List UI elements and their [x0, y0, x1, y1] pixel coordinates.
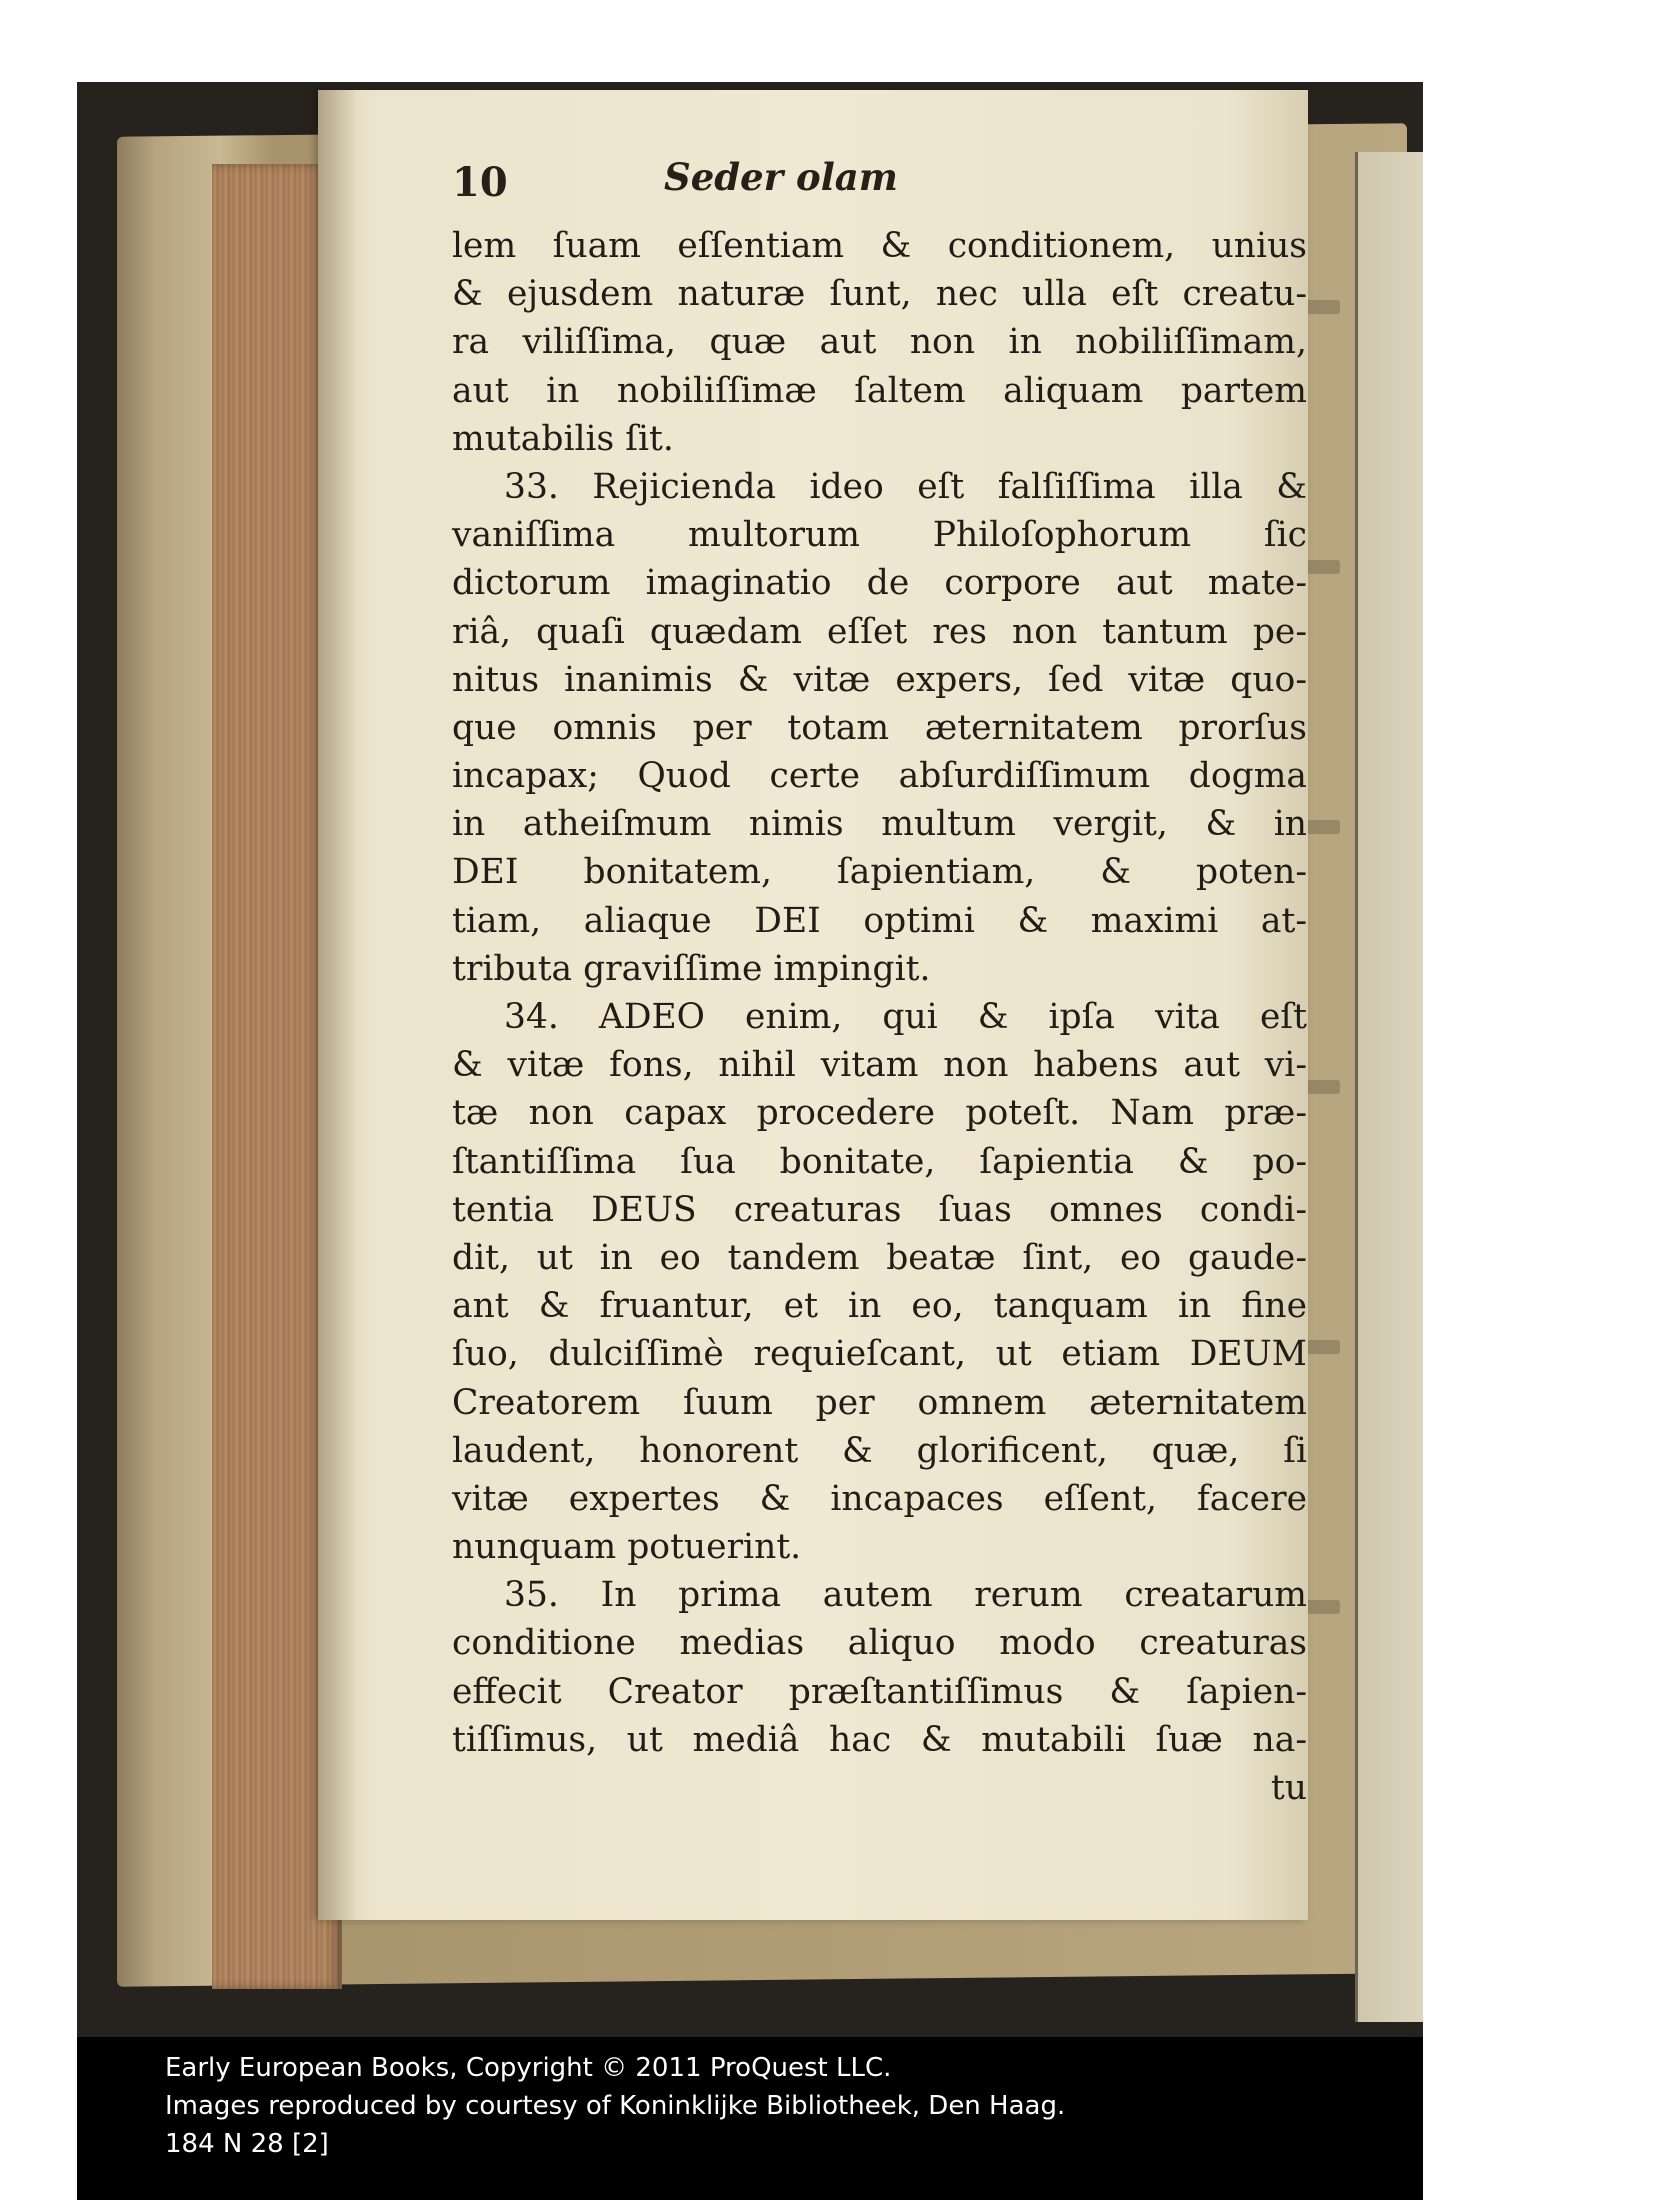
- text-line: lem ſuam eſſentiam & conditionem, unius: [452, 226, 1307, 266]
- text-line: ſuo, dulciſſimè requieſcant, ut etiam DEUM: [452, 1334, 1307, 1375]
- gutter-shadow: [318, 90, 358, 1920]
- text-line: 35. In prima autem rerum creatarum: [504, 1575, 1307, 1616]
- footer-copyright-line: Early European Books, Copyright © 2011 ProQuest LLC.: [165, 2053, 892, 2083]
- text-line: vitæ expertes & incapaces eſſent, facere: [452, 1478, 1307, 1519]
- footer-text: [165, 2049, 1065, 2163]
- page-text: [452, 222, 1307, 1812]
- text-line: tiſſimus, ut mediâ hac & mutabili ſuæ na-: [452, 1719, 1307, 1760]
- text-line: nunquam potuerint.: [452, 1527, 802, 1568]
- footer-courtesy-line: Images reproduced by courtesy of Koninklijke Bibliotheek, Den Haag.: [165, 2091, 1066, 2121]
- text-line: tæ non capax procedere poteſt. Nam præ-: [452, 1093, 1307, 1134]
- text-line: dit, ut in eo tandem beatæ ſint, eo gaude-: [452, 1237, 1307, 1278]
- running-head: [452, 155, 1352, 215]
- catchword: tu: [1270, 1768, 1307, 1808]
- text-line: que omnis per totam æternitatem prorſus: [452, 707, 1307, 748]
- text-line: laudent, honorent & glorificent, quæ, ſi: [452, 1430, 1307, 1471]
- text-line: ant & fruantur, et in eo, tanquam in fine: [452, 1286, 1307, 1327]
- text-line: ra viliſſima, quæ aut non in nobiliſſimam,: [452, 322, 1307, 363]
- text-line: aut in nobiliſſimæ ſaltem aliquam partem: [452, 370, 1307, 411]
- text-line: & ejusdem naturæ ſunt, nec ulla eſt creatu-: [452, 274, 1307, 315]
- text-line: mutabilis ſit.: [452, 418, 674, 459]
- text-line: & vitæ fons, nihil vitam non habens aut vi-: [452, 1045, 1307, 1086]
- text-line: incapax; Quod certe abſurdiſſimum dogma: [452, 756, 1307, 797]
- text-line: tentia DEUS creaturas ſuas omnes condi-: [452, 1189, 1307, 1230]
- facing-page-edge: [1355, 152, 1423, 2022]
- text-line: vaniſſima multorum Philoſophorum ſic: [452, 515, 1307, 556]
- text-line: riâ, quaſi quædam eſſet res non tantum pe-: [452, 611, 1307, 652]
- text-line: DEI bonitatem, ſapientiam, & poten-: [452, 852, 1307, 893]
- text-line: conditione medias aliquo modo creaturas: [452, 1623, 1307, 1664]
- copyright-footer: [77, 2037, 1423, 2200]
- text-line: 33. Rejicienda ideo eſt falſiſſima illa &: [504, 466, 1307, 507]
- running-title: Seder olam: [664, 155, 898, 199]
- footer-shelfmark-line: 184 N 28 [2]: [165, 2129, 329, 2159]
- text-line: ſtantiſſima ſua bonitate, ſapientia & po-: [452, 1141, 1307, 1182]
- text-line: tributa graviſſime impingit.: [452, 948, 931, 989]
- text-line: tiam, aliaque DEI optimi & maximi at-: [452, 900, 1307, 941]
- text-line: Creatorem ſuum per omnem æternitatem: [452, 1382, 1307, 1423]
- text-line: nitus inanimis & vitæ expers, ſed vitæ quo-: [452, 659, 1307, 700]
- text-line: dictorum imaginatio de corpore aut mate-: [452, 563, 1307, 604]
- text-line: effecit Creator præſtantiſſimus & ſapien-: [452, 1671, 1307, 1712]
- text-line: 34. ADEO enim, qui & ipſa vita eſt: [504, 997, 1307, 1037]
- text-line: in atheiſmum nimis multum vergit, & in: [452, 804, 1307, 845]
- page-number: 10: [452, 159, 508, 206]
